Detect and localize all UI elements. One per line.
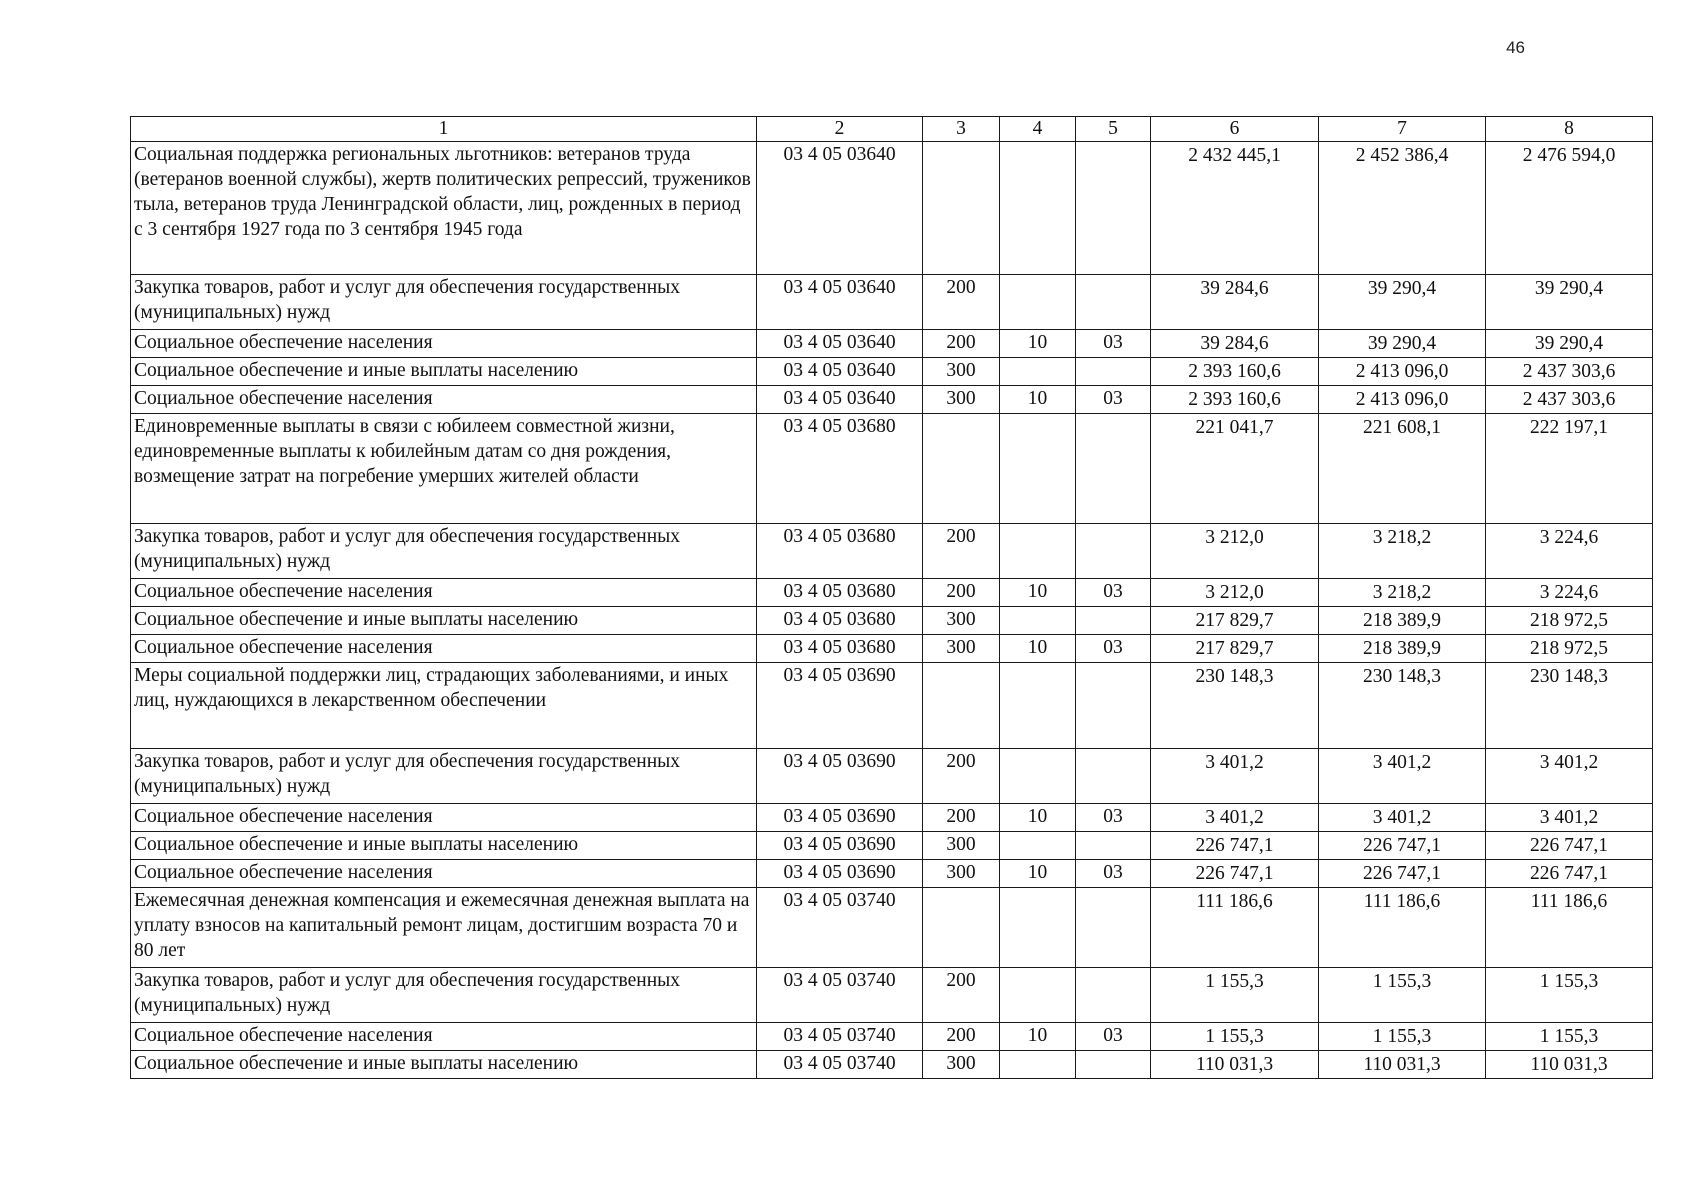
- row-code-cell: 03 4 05 03680: [757, 524, 923, 579]
- row-code-cell: 03 4 05 03680: [757, 579, 923, 607]
- table-row: [131, 804, 1653, 832]
- row-col4-cell: 10: [1000, 860, 1076, 888]
- row-value-col7: 111 186,6: [1319, 888, 1486, 968]
- row-col4-cell: 10: [1000, 804, 1076, 832]
- row-value-col8: 3 224,6: [1486, 579, 1653, 607]
- row-code-cell: 03 4 05 03640: [757, 275, 923, 330]
- row-name-cell: Социальное обеспечение населения: [131, 804, 757, 832]
- row-col4-cell: [1000, 358, 1076, 386]
- row-col3-cell: 300: [923, 358, 1000, 386]
- row-col3-cell: [923, 142, 1000, 275]
- row-code-cell: 03 4 05 03680: [757, 635, 923, 663]
- row-value-col7: 3 401,2: [1319, 749, 1486, 804]
- table-row: [131, 749, 1653, 804]
- column-header: 7: [1319, 117, 1486, 142]
- row-value-col8: 3 224,6: [1486, 524, 1653, 579]
- row-value-col7: 1 155,3: [1319, 1023, 1486, 1051]
- column-header: 2: [757, 117, 923, 142]
- row-name-cell: Единовременные выплаты в связи с юбилеем совместной жизни, единовременные выплаты к юбилейным датам со дня рождения, возмещение затрат на погребение умерших жителей области: [131, 414, 757, 524]
- row-col5-cell: 03: [1076, 1023, 1151, 1051]
- row-col3-cell: 200: [923, 524, 1000, 579]
- row-value-col8: 2 437 303,6: [1486, 358, 1653, 386]
- row-value-col6: 2 432 445,1: [1151, 142, 1319, 275]
- row-value-col8: 1 155,3: [1486, 1023, 1653, 1051]
- table-row: [131, 607, 1653, 635]
- row-col4-cell: [1000, 888, 1076, 968]
- row-value-col6: 226 747,1: [1151, 832, 1319, 860]
- row-code-cell: 03 4 05 03690: [757, 804, 923, 832]
- row-col3-cell: 200: [923, 330, 1000, 358]
- row-col5-cell: [1076, 749, 1151, 804]
- row-value-col6: 111 186,6: [1151, 888, 1319, 968]
- table-row: [131, 1023, 1653, 1051]
- row-col3-cell: 300: [923, 1051, 1000, 1079]
- row-col3-cell: 200: [923, 804, 1000, 832]
- row-col5-cell: [1076, 663, 1151, 749]
- row-col4-cell: 10: [1000, 579, 1076, 607]
- row-value-col8: 39 290,4: [1486, 275, 1653, 330]
- row-col3-cell: 200: [923, 749, 1000, 804]
- row-value-col7: 2 413 096,0: [1319, 386, 1486, 414]
- row-name-cell: Социальное обеспечение населения: [131, 330, 757, 358]
- row-value-col6: 2 393 160,6: [1151, 386, 1319, 414]
- row-value-col6: 3 212,0: [1151, 524, 1319, 579]
- row-value-col8: 226 747,1: [1486, 860, 1653, 888]
- row-value-col8: 39 290,4: [1486, 330, 1653, 358]
- table-row: [131, 663, 1653, 749]
- row-value-col6: 1 155,3: [1151, 1023, 1319, 1051]
- table-row: [131, 832, 1653, 860]
- table-row: [131, 275, 1653, 330]
- row-col4-cell: 10: [1000, 330, 1076, 358]
- row-code-cell: 03 4 05 03690: [757, 749, 923, 804]
- row-col5-cell: 03: [1076, 804, 1151, 832]
- row-col5-cell: 03: [1076, 330, 1151, 358]
- row-value-col7: 2 413 096,0: [1319, 358, 1486, 386]
- row-name-cell: Закупка товаров, работ и услуг для обеспечения государственных (муниципальных) нужд: [131, 275, 757, 330]
- row-value-col6: 230 148,3: [1151, 663, 1319, 749]
- row-col3-cell: [923, 663, 1000, 749]
- row-value-col7: 1 155,3: [1319, 968, 1486, 1023]
- row-col3-cell: 300: [923, 635, 1000, 663]
- row-value-col8: 2 437 303,6: [1486, 386, 1653, 414]
- row-col3-cell: 300: [923, 832, 1000, 860]
- row-name-cell: Социальное обеспечение населения: [131, 386, 757, 414]
- row-value-col7: 3 218,2: [1319, 524, 1486, 579]
- table-row: [131, 579, 1653, 607]
- table-row: [131, 386, 1653, 414]
- row-code-cell: 03 4 05 03740: [757, 968, 923, 1023]
- table-row: [131, 860, 1653, 888]
- row-col3-cell: 300: [923, 386, 1000, 414]
- row-col5-cell: [1076, 275, 1151, 330]
- row-name-cell: Социальное обеспечение населения: [131, 1023, 757, 1051]
- row-name-cell: Социальное обеспечение и иные выплаты населению: [131, 832, 757, 860]
- column-header: 5: [1076, 117, 1151, 142]
- row-col5-cell: [1076, 607, 1151, 635]
- row-value-col7: 110 031,3: [1319, 1051, 1486, 1079]
- row-col4-cell: 10: [1000, 635, 1076, 663]
- table-row: [131, 358, 1653, 386]
- row-name-cell: Социальное обеспечение и иные выплаты населению: [131, 358, 757, 386]
- table-header-row: [131, 117, 1653, 142]
- row-name-cell: Закупка товаров, работ и услуг для обеспечения государственных (муниципальных) нужд: [131, 524, 757, 579]
- row-value-col7: 3 401,2: [1319, 804, 1486, 832]
- row-col3-cell: [923, 414, 1000, 524]
- row-col5-cell: 03: [1076, 860, 1151, 888]
- column-header: 4: [1000, 117, 1076, 142]
- row-col3-cell: 200: [923, 1023, 1000, 1051]
- row-value-col8: 222 197,1: [1486, 414, 1653, 524]
- row-value-col7: 221 608,1: [1319, 414, 1486, 524]
- row-value-col8: 218 972,5: [1486, 635, 1653, 663]
- row-value-col6: 2 393 160,6: [1151, 358, 1319, 386]
- column-header: 6: [1151, 117, 1319, 142]
- row-value-col6: 3 212,0: [1151, 579, 1319, 607]
- row-col5-cell: [1076, 832, 1151, 860]
- column-header: 1: [131, 117, 757, 142]
- row-col3-cell: [923, 888, 1000, 968]
- row-col4-cell: [1000, 414, 1076, 524]
- table-row: [131, 888, 1653, 968]
- row-col5-cell: [1076, 888, 1151, 968]
- row-value-col8: 111 186,6: [1486, 888, 1653, 968]
- row-name-cell: Ежемесячная денежная компенсация и ежемесячная денежная выплата на уплату взносов на капитальный ремонт лицам, достигшим возраста 70 и 80 лет: [131, 888, 757, 968]
- row-value-col7: 39 290,4: [1319, 275, 1486, 330]
- table-row: [131, 142, 1653, 275]
- row-code-cell: 03 4 05 03740: [757, 888, 923, 968]
- row-name-cell: Закупка товаров, работ и услуг для обеспечения государственных (муниципальных) нужд: [131, 968, 757, 1023]
- row-value-col8: 2 476 594,0: [1486, 142, 1653, 275]
- row-value-col7: 2 452 386,4: [1319, 142, 1486, 275]
- row-code-cell: 03 4 05 03640: [757, 386, 923, 414]
- row-name-cell: Социальное обеспечение и иные выплаты населению: [131, 607, 757, 635]
- row-code-cell: 03 4 05 03640: [757, 330, 923, 358]
- row-code-cell: 03 4 05 03640: [757, 142, 923, 275]
- row-code-cell: 03 4 05 03740: [757, 1023, 923, 1051]
- row-value-col6: 217 829,7: [1151, 607, 1319, 635]
- table-row: [131, 635, 1653, 663]
- row-value-col6: 3 401,2: [1151, 804, 1319, 832]
- row-value-col6: 217 829,7: [1151, 635, 1319, 663]
- row-value-col6: 110 031,3: [1151, 1051, 1319, 1079]
- row-col5-cell: 03: [1076, 579, 1151, 607]
- row-col5-cell: [1076, 142, 1151, 275]
- row-col4-cell: [1000, 275, 1076, 330]
- row-col5-cell: [1076, 414, 1151, 524]
- row-col3-cell: 300: [923, 607, 1000, 635]
- row-code-cell: 03 4 05 03690: [757, 860, 923, 888]
- row-name-cell: Социальное обеспечение и иные выплаты населению: [131, 1051, 757, 1079]
- column-header: 8: [1486, 117, 1653, 142]
- row-col5-cell: [1076, 524, 1151, 579]
- row-col4-cell: [1000, 749, 1076, 804]
- row-col3-cell: 300: [923, 860, 1000, 888]
- row-value-col8: 218 972,5: [1486, 607, 1653, 635]
- row-col4-cell: [1000, 832, 1076, 860]
- row-col5-cell: [1076, 1051, 1151, 1079]
- row-code-cell: 03 4 05 03680: [757, 414, 923, 524]
- row-col5-cell: [1076, 358, 1151, 386]
- row-value-col7: 230 148,3: [1319, 663, 1486, 749]
- row-name-cell: Социальное обеспечение населения: [131, 635, 757, 663]
- row-col4-cell: 10: [1000, 1023, 1076, 1051]
- row-name-cell: Закупка товаров, работ и услуг для обеспечения государственных (муниципальных) нужд: [131, 749, 757, 804]
- row-col4-cell: [1000, 1051, 1076, 1079]
- row-code-cell: 03 4 05 03740: [757, 1051, 923, 1079]
- row-col4-cell: [1000, 663, 1076, 749]
- row-value-col6: 221 041,7: [1151, 414, 1319, 524]
- page-number: 46: [1506, 38, 1525, 57]
- row-value-col7: 226 747,1: [1319, 860, 1486, 888]
- table-body: [131, 142, 1653, 1079]
- row-value-col7: 3 218,2: [1319, 579, 1486, 607]
- table-row: [131, 968, 1653, 1023]
- row-value-col6: 39 284,6: [1151, 275, 1319, 330]
- row-col4-cell: [1000, 524, 1076, 579]
- row-col4-cell: [1000, 142, 1076, 275]
- row-value-col6: 226 747,1: [1151, 860, 1319, 888]
- row-code-cell: 03 4 05 03640: [757, 358, 923, 386]
- row-col5-cell: [1076, 968, 1151, 1023]
- row-value-col8: 230 148,3: [1486, 663, 1653, 749]
- row-name-cell: Социальное обеспечение населения: [131, 860, 757, 888]
- row-col3-cell: 200: [923, 275, 1000, 330]
- table-row: [131, 1051, 1653, 1079]
- row-name-cell: Социальная поддержка региональных льготников: ветеранов труда (ветеранов военной службы), жертв политических репрессий, тружеников тыла, ветеранов труда Ленинградской области, лиц, рожденных в период с 3 сентября 1927 года по 3 сентября 1945 года: [131, 142, 757, 275]
- row-value-col7: 226 747,1: [1319, 832, 1486, 860]
- row-col4-cell: 10: [1000, 386, 1076, 414]
- row-value-col6: 39 284,6: [1151, 330, 1319, 358]
- row-code-cell: 03 4 05 03690: [757, 663, 923, 749]
- row-value-col8: 226 747,1: [1486, 832, 1653, 860]
- row-value-col8: 3 401,2: [1486, 749, 1653, 804]
- row-col5-cell: 03: [1076, 635, 1151, 663]
- row-value-col7: 39 290,4: [1319, 330, 1486, 358]
- table-row: [131, 330, 1653, 358]
- row-value-col7: 218 389,9: [1319, 607, 1486, 635]
- row-col5-cell: 03: [1076, 386, 1151, 414]
- row-value-col8: 110 031,3: [1486, 1051, 1653, 1079]
- table-row: [131, 524, 1653, 579]
- row-name-cell: Меры социальной поддержки лиц, страдающих заболеваниями, и иных лиц, нуждающихся в лекарственном обеспечении: [131, 663, 757, 749]
- row-value-col6: 1 155,3: [1151, 968, 1319, 1023]
- row-col4-cell: [1000, 607, 1076, 635]
- row-value-col8: 1 155,3: [1486, 968, 1653, 1023]
- row-code-cell: 03 4 05 03680: [757, 607, 923, 635]
- row-code-cell: 03 4 05 03690: [757, 832, 923, 860]
- table-row: [131, 414, 1653, 524]
- row-value-col8: 3 401,2: [1486, 804, 1653, 832]
- budget-table: [130, 116, 1653, 1079]
- row-col3-cell: 200: [923, 968, 1000, 1023]
- row-value-col6: 3 401,2: [1151, 749, 1319, 804]
- row-col4-cell: [1000, 968, 1076, 1023]
- row-value-col7: 218 389,9: [1319, 635, 1486, 663]
- row-name-cell: Социальное обеспечение населения: [131, 579, 757, 607]
- column-header: 3: [923, 117, 1000, 142]
- row-col3-cell: 200: [923, 579, 1000, 607]
